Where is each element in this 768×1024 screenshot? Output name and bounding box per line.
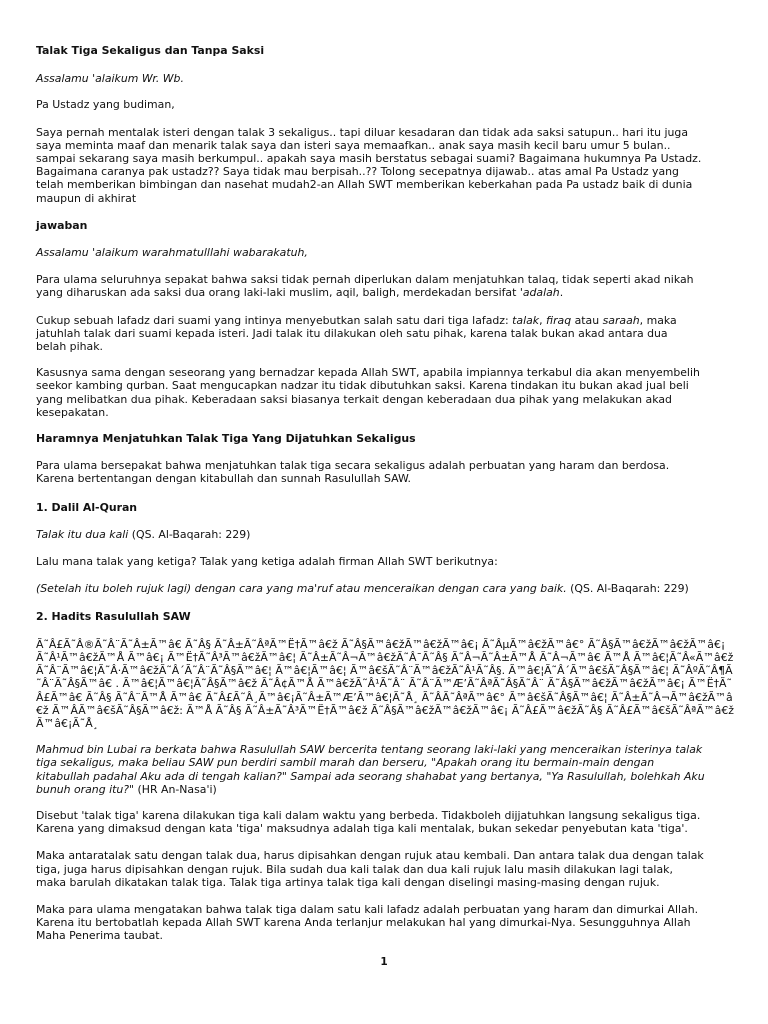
- greeting: Assalamu 'alaikum Wr. Wb.: [36, 72, 184, 86]
- answer-heading: jawaban: [36, 218, 88, 232]
- hadith-arabic-garbled: Ã˜Â£Ã˜Â®Ã˜Â¨Ã˜Â±Ã™â€ Ã˜Â§ Ã˜Â±Ã˜ÂªÃ™Ë†Ã™â€ž Ã˜Â§Ã™â€žÃ™â€žÃ™â€¡ Ã˜ÂµÃ™â€žÃ™â€° Ã˜Â§Ã™â€žÃ™â€žÃ™â€¡ Ã˜Â¹Ã™â€žÃ™Å Ã™â€¡ Ã™Ë†Ã˜Â³Ã™â€žÃ™â€¦ Ã˜Â±Ã˜Â¬Ã™â€žÃ˜Â¯Ã˜Â§ Ã˜Â¬Ã˜Â±Ã™Å Ã˜Â¬Ã™â€ Ã™Å Ã™â€¦Ã˜Â«Ã™â€ž Ã˜Â¨Ã™â€¦Ã˜Â·Ã™â€žÃ˜Â´Ã˜Â¨Ã˜Â§Ã™â€¦ Ã™â€¦Ã™â€¦ Ã™â€šÃ˜Â¨Ã™â€žÃ˜Â¹Ã˜Â§. Ã™â€¦Ã˜Â´Ã™â€šÃ˜Â§Ã™â€¦ Ã˜ÂºÃ˜Â¶Ã˜Â¨Ã˜Â§Ã™â€ . Ã™â€¦Ã™â€¦Ã˜Â§Ã™â€ž Ã˜Â¢Ã™Å Ã™â€žÃ˜Â¹Ã˜Â¨ Ã˜Â¨Ã™Æ’Ã˜ÂªÃ˜Â§Ã˜Â¨ Ã˜Â§Ã™â€žÃ™â€žÃ™â€¡ Ã™Ë†Ã˜Â£Ã™â€ Ã˜Â§ Ã˜Â¨Ã™Å Ã™â€ Ã˜Â£Ã˜Â¸Ã™â€¡Ã˜Â±Ã™Æ’Ã™â€¦Ã˜Å¸ Ã˜ÂÃ˜ÂªÃ™â€° Ã™â€šÃ˜Â§Ã™â€¦ Ã˜Â±Ã˜Â¬Ã™â€žÃ™â€ž Ã™ÂÃ™â€šÃ˜Â§Ã™â€ž: Ã™Å Ã˜Â§ Ã˜Â±Ã˜Â³Ã™Ë†Ã™â€ž Ã˜Â§Ã™â€žÃ™â€žÃ™â€¡ Ã˜Â£Ã™â€žÃ˜Â§ Ã˜Â£Ã™â€šÃ˜ÂªÃ™â€žÃ™â€¡Ã˜Å¸: [36, 637, 734, 730]
- separator: ,: [539, 313, 547, 327]
- section-heading-hadith: 2. Hadits Rasulullah SAW: [36, 610, 191, 624]
- verse-reference: (QS. Al-Baqarah: 229): [566, 582, 689, 596]
- paragraph-talak-tiga-meaning: Disebut 'talak tiga' karena dilakukan tiga kali dalam waktu yang berbeda. Tidakboleh dijjatuhkan langsung sekaligus tiga. Karena yang dimaksud dengan kata 'tiga' maksudnya adalah tiga kali mentalak, bukan sekedar penyebutan kata 'tiga'.: [36, 808, 701, 836]
- verse-text: Talak itu dua kali: [36, 527, 129, 541]
- quran-verse-1: [36, 528, 736, 541]
- hadith-translation: [36, 743, 736, 796]
- document-body: [36, 44, 736, 943]
- paragraph-text: , maka jatuhlah talak dari suami kepada isteri. Jadi talak itu dilakukan oleh satu pihak, karena talak bukan akad antara dua belah pihak.: [36, 313, 677, 354]
- paragraph-rujuk: Maka antaratalak satu dengan talak dua, harus dipisahkan dengan rujuk atau kembali. Dan antara talak dua dengan talak tiga, juga harus dipisahkan dengan rujuk. Bila sudah dua kali talak dan dua kali rujuk lalu masih dilakukan lagi talak, maka barulah dikatakan talak tiga. Talak tiga artinya talak tiga kali dengan diselingi masing-masing dengan rujuk.: [36, 849, 704, 889]
- section-heading-quran: 1. Dalil Al-Quran: [36, 500, 138, 514]
- period: .: [559, 286, 564, 300]
- page-number: 1: [380, 956, 388, 968]
- separator-atau: atau: [571, 313, 603, 327]
- paragraph-witness-not-required: [36, 273, 736, 299]
- paragraph-third-talak: Lalu mana talak yang ketiga? Talak yang ketiga adalah firman Allah SWT berikutnya:: [36, 555, 498, 569]
- question-paragraph: Saya pernah mentalak isteri dengan talak 3 sekaligus.. tapi diluar kesadaran dan tidak ada saksi satupun.. hari itu juga saya meminta maaf dan menarik talak saya dan isteri saya memaafkan.. anak saya masih kecil baru umur 5 bulan.. sampai sekarang saya masih berkumpul.. apakah saya masih berstatus sebagai suami? Bagaimana hukumnya Pa Ustadz. Bagaimana caranya pak ustadz?? Saya tidak mau berpisah..?? Tolong secepatnya dijawab.. atas amal Pa Ustadz yang telah memberikan bimbingan dan nasehat mudah2-an Allah SWT memberikan keberkahan pada Pa ustadz baik di dunia maupun di akhirat: [36, 125, 702, 205]
- salutation: Pa Ustadz yang budiman,: [36, 98, 175, 112]
- quran-verse-2: [36, 582, 736, 595]
- term-saraah: saraah: [602, 313, 640, 327]
- term-firaq: firaq: [546, 313, 572, 327]
- hadith-reference: (HR An-Nasa'i): [134, 782, 217, 796]
- paragraph-text: Para ulama seluruhnya sepakat bahwa saksi tidak pernah diperlukan dalam menjatuhkan talaq, tidak seperti akad nikah yang diharuskan ada saksi dua orang laki-laki muslim, aqil, baligh, merdekadan bersifat: [36, 273, 694, 300]
- verse-reference: (QS. Al-Baqarah: 229): [128, 527, 251, 541]
- paragraph-lafadz: [36, 314, 736, 354]
- verse-text: (Setelah itu boleh rujuk lagi) dengan cara yang ma'ruf atau menceraikan dengan cara yang baik.: [36, 582, 567, 596]
- translation-text: Mahmud bin Lubai ra berkata bahwa Rasulullah SAW bercerita tentang seorang laki-laki yang menceraikan isterinya talak tiga sekaligus, maka beliau SAW pun berdiri sambil marah dan berseru, "Apakah orang itu bermain-main dengan kitabullah padahal Aku ada di tengah kalian?" Sampai ada seorang shahabat yang bertanya, "Ya Rasulullah, bolehkah Aku bunuh orang itu?": [36, 743, 705, 796]
- paragraph-text: Cukup sebuah lafadz dari suami yang intinya menyebutkan salah satu dari tiga lafadz:: [36, 313, 513, 327]
- answer-greeting: Assalamu 'alaikum warahmatulllahi wabarakatuh,: [36, 246, 308, 260]
- document-title: Talak Tiga Sekaligus dan Tanpa Saksi: [36, 44, 265, 57]
- section-heading-haram: Haramnya Menjatuhkan Talak Tiga Yang Dijatuhkan Sekaligus: [36, 432, 416, 446]
- term-talak: talak: [512, 313, 540, 327]
- paragraph-consensus: Para ulama bersepakat bahwa menjatuhkan talak tiga secara sekaligus adalah perbuatan yang haram dan berdosa. Karena bertentangan dengan kitabullah dan sunnah Rasulullah SAW.: [36, 459, 670, 486]
- paragraph-conclusion: Maka para ulama mengatakan bahwa talak tiga dalam satu kali lafadz adalah perbuatan yang haram dan dimurkai Allah. Karena itu bertobatlah kepada Allah SWT karena Anda terlanjur melakukan hal yang dimurkai-Nya. Sesungguhnya Allah Maha Penerima taubat.: [36, 902, 699, 943]
- adalah-term: 'adalah: [519, 286, 560, 300]
- paragraph-nadzar: Kasusnya sama dengan seseorang yang bernadzar kepada Allah SWT, apabila impiannya terkabul dia akan menyembelih seekor kambing qurban. Saat mengucapkan nadzar itu tidak dibutuhkan saksi. Karena tindakan itu bukan akad jual beli yang melibatkan dua pihak. Keberadaan saksi biasanya terkait dengan keberadaan dua pihak yang melakukan akad kesepakatan.: [36, 366, 700, 419]
